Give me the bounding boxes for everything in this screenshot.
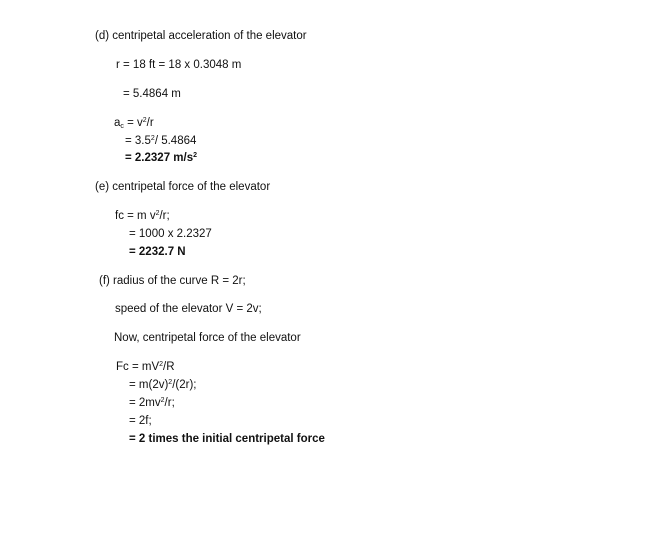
part-e-heading: (e) centripetal force of the elevator xyxy=(95,181,271,193)
radius-conversion-line: r = 18 ft = 18 x 0.3048 m xyxy=(116,59,242,71)
Fc-step2-line xyxy=(129,396,175,410)
ac-step-divisor: / 5.4864 xyxy=(154,135,197,147)
ac-step-value: = 3.5 xyxy=(125,135,151,147)
Fc-step1-exponent: 2 xyxy=(168,379,173,386)
ac-over-r: /r xyxy=(146,117,154,129)
Fc-formula-right: /R xyxy=(163,361,175,373)
fc-formula-exponent: 2 xyxy=(155,210,160,217)
ac-result-value: = 2.2327 m/s xyxy=(125,152,194,164)
Fc-step3-line: = 2f; xyxy=(129,415,152,427)
Fc-step1-left: = m(2v) xyxy=(129,379,169,391)
Fc-step2-exponent: 2 xyxy=(160,397,165,404)
ac-step-exponent: 2 xyxy=(150,135,155,142)
ac-equals: = v xyxy=(123,117,143,129)
ac-step-line xyxy=(125,134,196,148)
now-line: Now, centripetal force of the elevator xyxy=(114,332,301,344)
part-d-heading: (d) centripetal acceleration of the elevator xyxy=(95,30,307,42)
Fc-formula-left: Fc = mV xyxy=(116,361,160,373)
fc-formula-right: /r; xyxy=(159,210,170,222)
ac-subscript: c xyxy=(120,123,124,130)
Fc-step1-line xyxy=(129,378,196,392)
Fc-formula-exponent: 2 xyxy=(159,361,164,368)
part-f-heading: (f) radius of the curve R = 2r; xyxy=(99,275,246,287)
ac-result-line xyxy=(125,151,197,165)
speed-line: speed of the elevator V = 2v; xyxy=(115,303,262,315)
Fc-step2-right: /r; xyxy=(164,397,175,409)
Fc-step2-left: = 2mv xyxy=(129,397,161,409)
fc-step-line: = 1000 x 2.2327 xyxy=(129,228,212,240)
ac-result-exponent: 2 xyxy=(193,152,198,159)
fc-result-line: = 2232.7 N xyxy=(129,246,186,258)
Fc-step1-right: /(2r); xyxy=(172,379,197,391)
Fc-formula-line xyxy=(116,360,175,374)
fc-formula-line xyxy=(115,209,170,223)
radius-result-line: = 5.4864 m xyxy=(123,88,181,100)
ac-exponent: 2 xyxy=(142,117,147,124)
Fc-result-line: = 2 times the initial centripetal force xyxy=(129,433,325,445)
fc-formula-left: fc = m v xyxy=(115,210,156,222)
ac-variable: a xyxy=(114,117,121,129)
ac-formula-line xyxy=(114,116,154,130)
